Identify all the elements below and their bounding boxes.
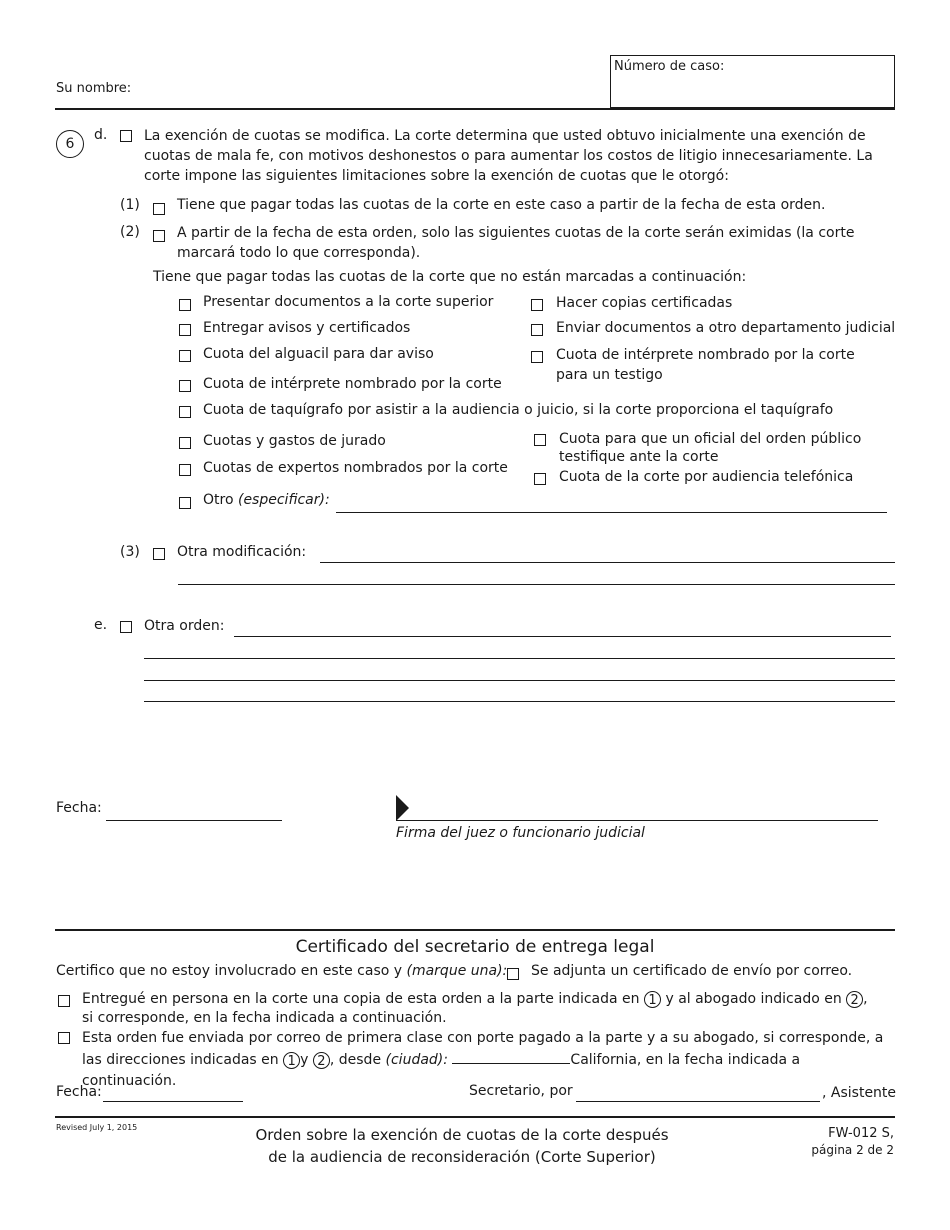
fee-jury-checkbox[interactable] [179,437,191,449]
fee-peace-officer-label: Cuota para que un oficial del orden público testifique ante la corte [559,431,862,465]
fee-other-dept-label: Enviar documentos a otro departamento judicial [556,320,896,336]
sub3-checkbox[interactable] [153,548,165,560]
judge-date-label: Fecha: [56,800,102,816]
sub2-checkbox[interactable] [153,230,165,242]
assistant-label: , Asistente [822,1085,897,1101]
footer-title-line1: Orden sobre la exención de cuotas de la corte después [255,1126,669,1144]
clerk-input-line[interactable] [576,1101,820,1102]
fee-other-dept-checkbox[interactable] [531,324,543,336]
fee-interpreter-checkbox[interactable] [179,380,191,392]
revised-date: Revised July 1, 2015 [56,1123,138,1132]
fee-other-label [203,492,330,508]
sub3-number: (3) [120,544,140,560]
sub1-checkbox[interactable] [153,203,165,215]
fee-superior-label: Presentar documentos a la corte superior [203,294,494,310]
form-number: FW-012 S, [828,1126,894,1141]
certificate-mail-b: , desde [329,1052,382,1068]
footer-title-line2: de la audiencia de reconsideración (Corte Superior) [268,1148,656,1166]
fee-other-checkbox[interactable] [179,497,191,509]
certificate-personal-checkbox[interactable] [58,995,70,1007]
certificate-mail-y: y [300,1052,309,1068]
item-e-input-line-4[interactable] [144,701,895,702]
certificate-intro [56,963,507,979]
certificate-attached-checkbox[interactable] [507,968,519,980]
circle-1-ref: 1 [644,991,661,1008]
fee-other-text: Otro [203,492,234,508]
fee-notices-checkbox[interactable] [179,324,191,336]
fee-reporter-label: Cuota de taquígrafo por asistir a la audiencia o juicio, si la corte proporciona el taquígrafo [203,402,834,418]
clerk-label: Secretario, por [469,1083,573,1099]
pay-all-text: Tiene que pagar todas las cuotas de la corte que no están marcadas a continuación: [153,269,747,285]
fee-other-specify: (especificar): [237,492,330,508]
fee-interpreter-witness-checkbox[interactable] [531,351,543,363]
certificate-attached-label: Se adjunta un certificado de envío por correo. [531,963,853,979]
fee-interpreter-label: Cuota de intérprete nombrado por la corte [203,376,502,392]
certificate-personal-b: y al abogado indicado en [665,991,842,1007]
certificate-personal-text [82,990,882,1028]
mail-circle-2-ref: 2 [313,1052,330,1069]
sub1-number: (1) [120,197,140,213]
certificate-city-input[interactable] [452,1049,570,1064]
fee-peace-officer-checkbox[interactable] [534,434,546,446]
certificate-city-label: (ciudad): [385,1052,448,1068]
certificate-title: Certificado del secretario de entrega legal [295,937,655,957]
certificate-mail-checkbox[interactable] [58,1032,70,1044]
case-number-box[interactable] [610,55,895,108]
footer-rule [55,1116,895,1118]
fee-sheriff-label: Cuota del alguacil para dar aviso [203,346,434,362]
clerk-date-label: Fecha: [56,1084,102,1100]
item-d-letter: d. [94,127,108,143]
circle-2-ref: 2 [846,991,863,1008]
item-number-circle: 6 [56,130,84,158]
item-d-text: La exención de cuotas se modifica. La corte determina que usted obtuvo inicialmente una exención de cuotas de mala fe, con motivos deshonestos o para aumentar los costos de litigio innecesariamente. La corte impone las siguientes limitaciones sobre la exención de cuotas que le otorgó: [144,128,873,184]
item-e-checkbox[interactable] [120,621,132,633]
sub1-text: Tiene que pagar todas las cuotas de la corte en este caso a partir de la fecha de esta orden. [177,197,826,213]
sub3-label: Otra modificación: [177,544,307,560]
sub3-input-line-2[interactable] [178,584,895,585]
sub3-input-line-1[interactable] [320,562,895,563]
fee-interpreter-witness-label: Cuota de intérprete nombrado por la corte para un testigo [556,347,855,383]
page-number: página 2 de 2 [811,1143,894,1157]
fee-certified-copies-label: Hacer copias certificadas [556,295,733,311]
item-e-input-line-2[interactable] [144,658,895,659]
fee-reporter-checkbox[interactable] [179,406,191,418]
header-rule [55,108,895,110]
certificate-intro-text: Certifico que no estoy involucrado en este caso y [56,963,403,979]
clerk-date-input-line[interactable] [103,1101,243,1102]
item-d-checkbox[interactable] [120,130,132,142]
sub2-number: (2) [120,224,140,240]
judge-signature-line[interactable] [396,820,878,821]
fee-telephone-label: Cuota de la corte por audiencia telefónica [559,469,854,485]
certificate-mark-one: (marque una): [406,963,508,979]
certificate-rule [55,929,895,931]
item-e-input-line-1[interactable] [234,636,891,637]
sub2-text: A partir de la fecha de esta orden, solo las siguientes cuotas de la corte serán eximidas (la corte marcará todo lo que corresponda). [177,225,855,261]
your-name-label: Su nombre: [56,81,132,96]
fee-notices-label: Entregar avisos y certificados [203,320,411,336]
fee-telephone-checkbox[interactable] [534,473,546,485]
judge-signature-caption: Firma del juez o funcionario judicial [396,825,645,841]
fee-certified-copies-checkbox[interactable] [531,299,543,311]
item-e-label: Otra orden: [144,618,225,634]
mail-circle-1-ref: 1 [283,1052,300,1069]
signature-arrow-icon [396,795,410,821]
fee-experts-checkbox[interactable] [179,464,191,476]
certificate-mail-c: California, en la fecha indicada a continuación. [82,1052,801,1089]
case-number-label: Número de caso: [614,59,725,74]
fee-other-input-line[interactable] [336,512,887,513]
fee-experts-label: Cuotas de expertos nombrados por la corte [203,460,508,476]
fee-superior-checkbox[interactable] [179,299,191,311]
judge-date-input-line[interactable] [106,820,282,821]
certificate-personal-c: , si corresponde, en la fecha indicada a continuación. [82,991,868,1026]
item-e-letter: e. [94,617,108,633]
certificate-personal-a: Entregué en persona en la corte una copia de esta orden a la parte indicada en [82,991,640,1007]
fee-jury-label: Cuotas y gastos de jurado [203,433,386,449]
certificate-mail-a: Esta orden fue enviada por correo de primera clase con porte pagado a la parte y a su abogado, si corresponde, a las direcciones indicadas en [82,1030,884,1068]
fee-sheriff-checkbox[interactable] [179,350,191,362]
item-e-input-line-3[interactable] [144,680,895,681]
